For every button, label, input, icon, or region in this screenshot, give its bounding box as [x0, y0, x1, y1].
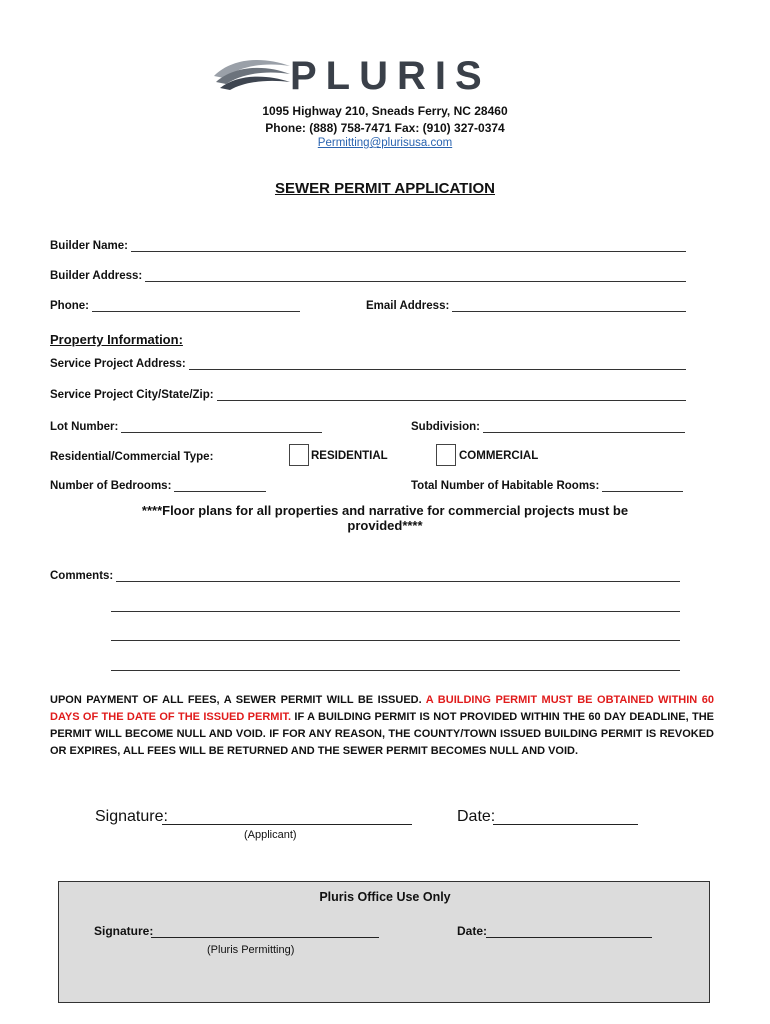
comments-input-line-3[interactable] [111, 640, 680, 641]
pluris-logo [212, 52, 522, 102]
builder-address-label: Builder Address: [50, 270, 143, 282]
city-state-zip-field [50, 389, 686, 401]
company-email-link[interactable]: Permitting@plurisusa.com [317, 137, 453, 149]
commercial-checkbox[interactable] [436, 444, 456, 466]
builder-name-label: Builder Name: [50, 240, 128, 252]
permit-terms-paragraph [50, 692, 714, 760]
bedrooms-field [50, 480, 266, 492]
service-address-label: Service Project Address: [50, 358, 186, 370]
applicant-date-input[interactable] [493, 824, 638, 825]
email-label: Email Address: [366, 300, 450, 312]
builder-name-field [50, 240, 686, 252]
email-input[interactable] [452, 300, 686, 312]
residential-label: RESIDENTIAL [311, 450, 388, 462]
service-address-input[interactable] [189, 358, 686, 370]
city-state-zip-label: Service Project City/State/Zip: [50, 389, 214, 401]
email-field [366, 300, 686, 312]
office-date-input[interactable] [486, 937, 652, 938]
lot-number-label: Lot Number: [50, 421, 119, 433]
subdivision-field [411, 421, 685, 433]
office-signature-input[interactable] [151, 937, 379, 938]
applicant-date-label: Date: [457, 808, 496, 825]
wave-logo-icon [212, 52, 292, 102]
subdivision-input[interactable] [483, 421, 685, 433]
builder-address-field [50, 270, 686, 282]
comments-input-line-4[interactable] [111, 670, 680, 671]
city-state-zip-input[interactable] [217, 389, 686, 401]
bedrooms-input[interactable] [174, 480, 266, 492]
habitable-rooms-input[interactable] [602, 480, 683, 492]
office-use-title: Pluris Office Use Only [319, 890, 451, 904]
applicant-signature-label: Signature: [95, 808, 168, 825]
office-signature-label: Signature: [94, 924, 154, 938]
phone-field [50, 300, 300, 312]
property-info-heading: Property Information: [50, 332, 183, 347]
company-phone-fax: Phone: (888) 758-7471 Fax: (910) 327-0374 [265, 121, 505, 135]
lot-number-input[interactable] [121, 421, 322, 433]
lot-number-field [50, 421, 322, 433]
residential-checkbox[interactable] [289, 444, 309, 466]
subdivision-label: Subdivision: [411, 421, 480, 433]
terms-text-3: IF A BUILDING PERMIT IS NOT PROVIDED WITHIN THE 60 DAY DEADLINE, THE PERMIT WILL BECOME NULL AND VOID. IF FOR ANY REASON, THE COUNTY/TOWN ISSUED BUILDING PERMIT IS REVOKED OR EXPIRES, ALL FEES WILL BE RETURNED AND THE SEWER PERMIT BECOMES NULL AND VOID. [50, 711, 714, 757]
terms-text-1: UPON PAYMENT OF ALL FEES, A SEWER PERMIT WILL BE ISSUED. [50, 694, 426, 706]
commercial-label: COMMERCIAL [459, 450, 539, 462]
phone-input[interactable] [92, 300, 300, 312]
office-use-box [58, 881, 710, 1003]
habitable-rooms-field [411, 480, 683, 492]
floor-plans-notice: ****Floor plans for all properties and narrative for commercial projects must be provided**** [141, 503, 629, 533]
comments-label: Comments: [50, 570, 114, 582]
company-address: 1095 Highway 210, Sneads Ferry, NC 28460 [262, 104, 508, 118]
comments-input-line-2[interactable] [111, 611, 680, 612]
phone-label: Phone: [50, 300, 89, 312]
comments-input-line-1[interactable] [116, 570, 680, 582]
applicant-signature-input[interactable] [162, 824, 412, 825]
habitable-rooms-label: Total Number of Habitable Rooms: [411, 480, 600, 492]
service-address-field [50, 358, 686, 370]
bedrooms-label: Number of Bedrooms: [50, 480, 172, 492]
comments-field [50, 570, 680, 582]
builder-name-input[interactable] [131, 240, 686, 252]
applicant-sub-label: (Applicant) [244, 829, 297, 841]
office-sub-label: (Pluris Permitting) [207, 944, 295, 956]
form-title: SEWER PERMIT APPLICATION [274, 180, 495, 197]
type-label: Residential/Commercial Type: [50, 451, 214, 463]
builder-address-input[interactable] [145, 270, 686, 282]
terms-text-red: A BUILDING PERMIT MUST BE OBTAINED WITHIN 60 DAYS OF THE DATE OF THE ISSUED PERMIT. [50, 694, 714, 723]
office-date-label: Date: [457, 924, 488, 938]
logo-wordmark: PLURIS [290, 54, 491, 98]
